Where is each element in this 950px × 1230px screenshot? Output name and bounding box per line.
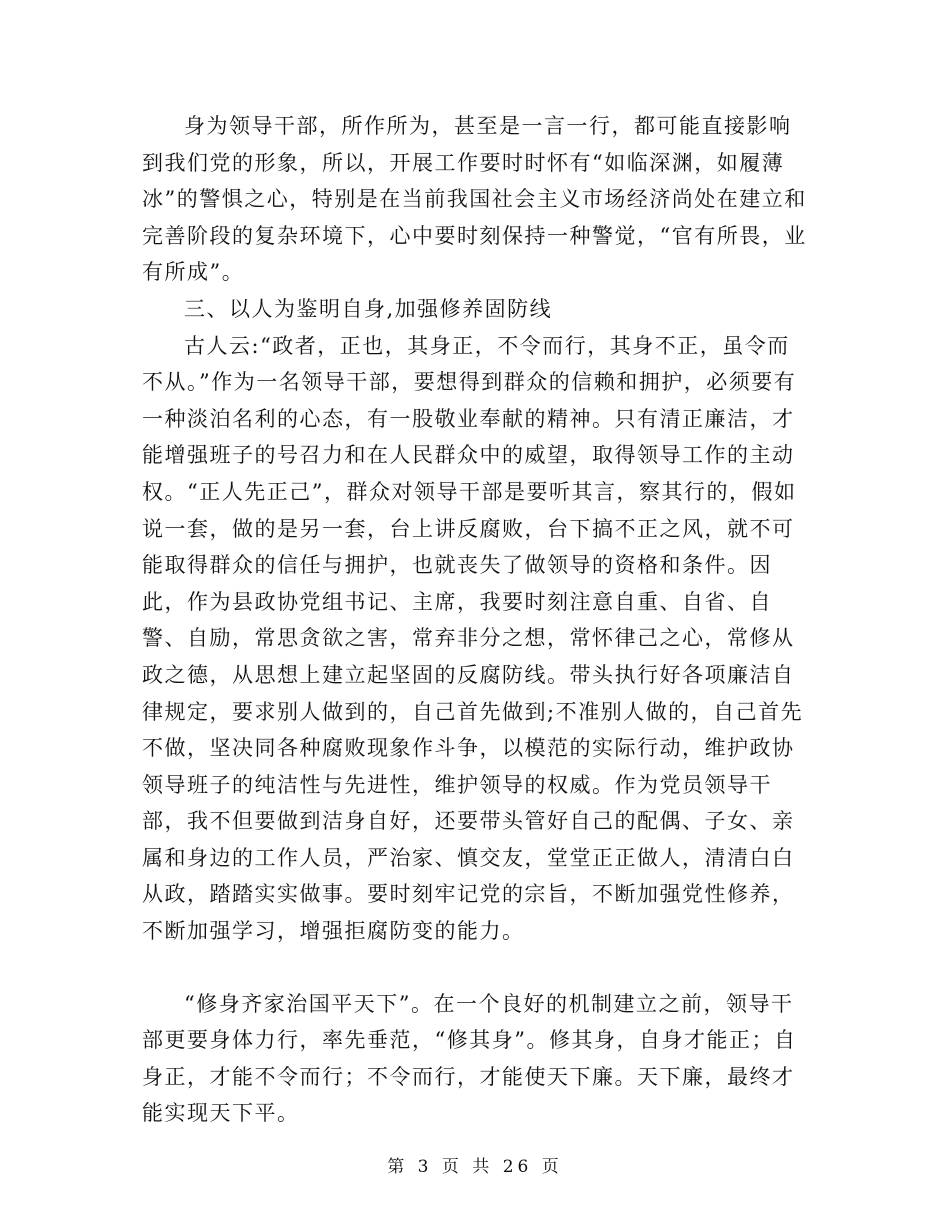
paragraph-self-discipline: 古人云:“政者，正也，其身正，不令而行，其身不正，虽令而不从。”作为一名领导干部，要想得到群众的信赖和拥护，必须要有一种淡泊名利的心态，有一股敬业奉献的精神。只有清正廉洁，才能增强班子的号召力和在人民群众中的威望，取得领导工作的主动权。“正人先正己”，群众对领导干部是要听其言，察其行的，假如说一套，做的是另一套，台上讲反腐败，台下搞不正之风，就不可能取得群众的信任与拥护，也就丧失了做领导的资格和条件。因此，作为县政协党组书记、主席，我要时刻注意自重、自省、自警、自励，常思贪欲之害，常弃非分之想，常怀律己之心，常修从政之德，从思想上建立起坚固的反腐防线。带头执行好各项廉洁自律规定，要求别人做到的，自己首先做到;不准别人做的，自己首先不做，坚决同各种腐败现象作斗争，以模范的实际行动，维护政协领导班子的纯洁性与先进性，维护领导的权威。作为党员领导干部，我不但要做到洁身自好，还要带头管好自己的配偶、子女、亲属和身边的工作人员，严治家、慎交友，堂堂正正做人，清清白白从政，踏踏实实做事。要时刻牢记党的宗旨，不断加强党性修养，不断加强学习，增强拒腐防变的能力。 [142, 333, 804, 944]
page-footer: 第 3 页 共 26 页 [387, 1157, 563, 1177]
body-text [142, 108, 810, 1132]
paragraph-leadership-caution: 身为领导干部，所作所为，甚至是一言一行，都可能直接影响到我们党的形象，所以，开展工作要时时怀有“如临深渊，如履薄冰”的警惧之心，特别是在当前我国社会主义市场经济尚处在建立和完善阶段的复杂环境下，心中要时刻保持一种警觉，“官有所畏，业有所成”。 [142, 114, 807, 285]
section-heading: 三、以人为鉴明自身,加强修养固防线 [184, 296, 553, 321]
paragraph-cultivate-self: “修身齐家治国平天下”。在一个良好的机制建立之前，领导干部更要身体力行，率先垂范，“修其身”。修其身，自身才能正；自身正，才能不令而行；不令而行，才能使天下廉。天下廉，最终才能实现天下平。 [142, 991, 797, 1126]
paragraph-spacer [142, 950, 810, 986]
